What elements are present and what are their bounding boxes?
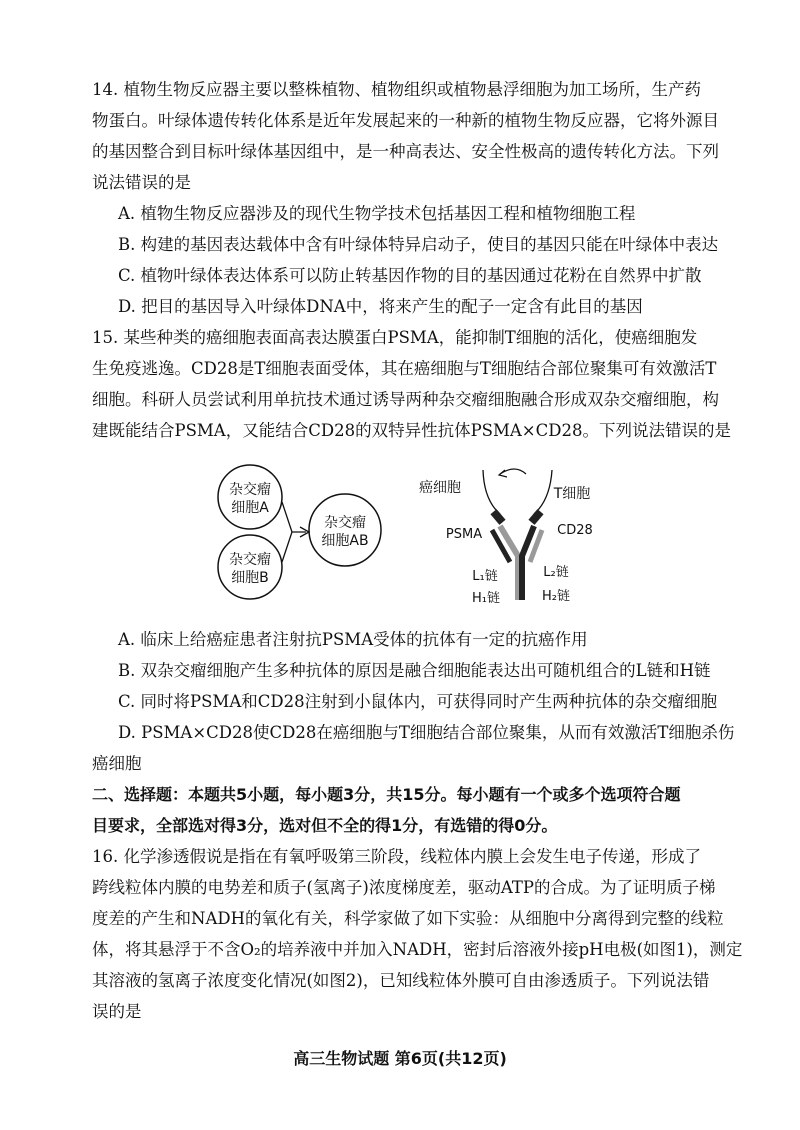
q14-line-4: 说法错误的是 <box>92 173 191 192</box>
l2-label: L₂链 <box>543 565 569 580</box>
q15-option-a: A. 临床上给癌症患者注射抗PSMA受体的抗体有一定的抗癌作用 <box>118 630 588 649</box>
q15-option-d: D. PSMA×CD28使CD28在癌细胞与T细胞结合部位聚集，从而有效激活T细胞杀伤 <box>118 723 735 742</box>
q16-line-1: 16. 化学渗透假说是指在有氧呼吸第三阶段，线粒体内膜上会发生电子传递，形成了 <box>92 847 701 866</box>
q15-figure <box>200 462 620 612</box>
psma-receptor <box>490 509 505 525</box>
q16-line-4: 体，将其悬浮于不含O₂的培养液中并加入NADH，密封后溶液外接pH电极(如图1)，测定 <box>92 940 743 959</box>
heavy-chain-h2 <box>522 526 534 600</box>
q14-line-2: 物蛋白。叶绿体遗传转化体系是近年发展起来的一种新的植物生物反应器，它将外源目 <box>92 111 719 130</box>
question-16-stem <box>92 841 743 1027</box>
q15-option-d-continued: 癌细胞 <box>92 754 142 773</box>
q16-line-6: 误的是 <box>92 1002 142 1021</box>
question-15-stem <box>92 322 731 446</box>
q14-line-1: 14. 植物生物反应器主要以整株植物、植物组织或植物悬浮细胞为加工场所，生产药 <box>92 80 701 99</box>
q14-option-c: C. 植物叶绿体表达体系可以防止转基因作物的目的基因通过花粉在自然界中扩散 <box>118 266 702 285</box>
cancer-cell-membrane <box>483 470 500 514</box>
q14-option-b: B. 构建的基因表达载体中含有叶绿体特异启动子，使目的基因只能在叶绿体中表达 <box>118 235 719 254</box>
t-cell-label: T细胞 <box>553 486 591 502</box>
fusion-lines <box>282 502 306 562</box>
hybridoma-ab-label-2: 细胞AB <box>321 533 369 549</box>
q14-line-3: 的基因整合到目标叶绿体基因组中，是一种高表达、安全性极高的遗传转化方法。下列 <box>92 142 719 161</box>
q15-line-3: 细胞。科研人员尝试利用单抗技术通过诱导两种杂交瘤细胞融合形成双杂交瘤细胞，构 <box>92 390 719 409</box>
hybridoma-b-label-2: 细胞B <box>231 570 269 586</box>
psma-label: PSMA <box>445 527 483 542</box>
cd28-receptor <box>528 509 543 525</box>
q16-line-5: 其溶液的氢离子浓度变化情况(如图2)，已知线粒体外膜可自由渗透质子。下列说法错 <box>92 971 710 990</box>
cancer-cell-label: 癌细胞 <box>419 480 461 496</box>
hybridoma-a-label-1: 杂交瘤 <box>229 482 271 498</box>
hybridoma-a-label-2: 细胞A <box>231 500 269 516</box>
l1-label: L₁链 <box>472 569 498 584</box>
hybridoma-b-label-1: 杂交瘤 <box>229 552 271 568</box>
hybridoma-ab-label-1: 杂交瘤 <box>324 515 366 531</box>
q15-line-4: 建既能结合PSMA，又能结合CD28的双特异性抗体PSMA×CD28。下列说法错误的是 <box>92 421 731 440</box>
heavy-chain-h1 <box>500 526 518 600</box>
q14-option-a: A. 植物生物反应器涉及的现代生物学技术包括基因工程和植物细胞工程 <box>118 204 636 223</box>
q15-option-c: C. 同时将PSMA和CD28注射到小鼠体内，可获得同时产生两种抗体的杂交瘤细胞 <box>118 692 718 711</box>
t-cell-membrane <box>534 470 552 514</box>
cd28-label: CD28 <box>557 523 593 538</box>
section-2-line-2: 目要求，全部选对得3分，选对但不全的得1分，有选错的得0分。 <box>92 816 558 835</box>
q15-line-2: 生免疫逃逸。CD28是T细胞表面受体，其在癌细胞与T细胞结合部位聚集可有效激活T <box>92 359 717 378</box>
q16-line-3: 度差的产生和NADH的氧化有关，科学家做了如下实验：从细胞中分离得到完整的线粒 <box>92 909 724 928</box>
page-footer: 高三生物试题 第6页(共12页) <box>293 1049 507 1068</box>
q14-option-d: D. 把目的基因导入叶绿体DNA中，将来产生的配子一定含有此目的基因 <box>118 297 643 316</box>
q15-line-1: 15. 某些种类的癌细胞表面高表达膜蛋白PSMA，能抑制T细胞的活化，使癌细胞发 <box>92 328 698 347</box>
q16-line-2: 跨线粒体内膜的电势差和质子(氢离子)浓度梯度差，驱动ATP的合成。为了证明质子梯 <box>92 878 716 897</box>
section-2-line-1: 二、选择题：本题共5小题，每小题3分，共15分。每小题有一个或多个选项符合题 <box>92 785 681 804</box>
h2-label: H₂链 <box>542 589 570 604</box>
question-14-stem <box>92 74 724 198</box>
q15-option-b: B. 双杂交瘤细胞产生多种抗体的原因是融合细胞能表达出可随机组合的L链和H链 <box>118 661 711 680</box>
h1-label: H₁链 <box>472 591 500 606</box>
section-2-instructions <box>92 779 724 841</box>
